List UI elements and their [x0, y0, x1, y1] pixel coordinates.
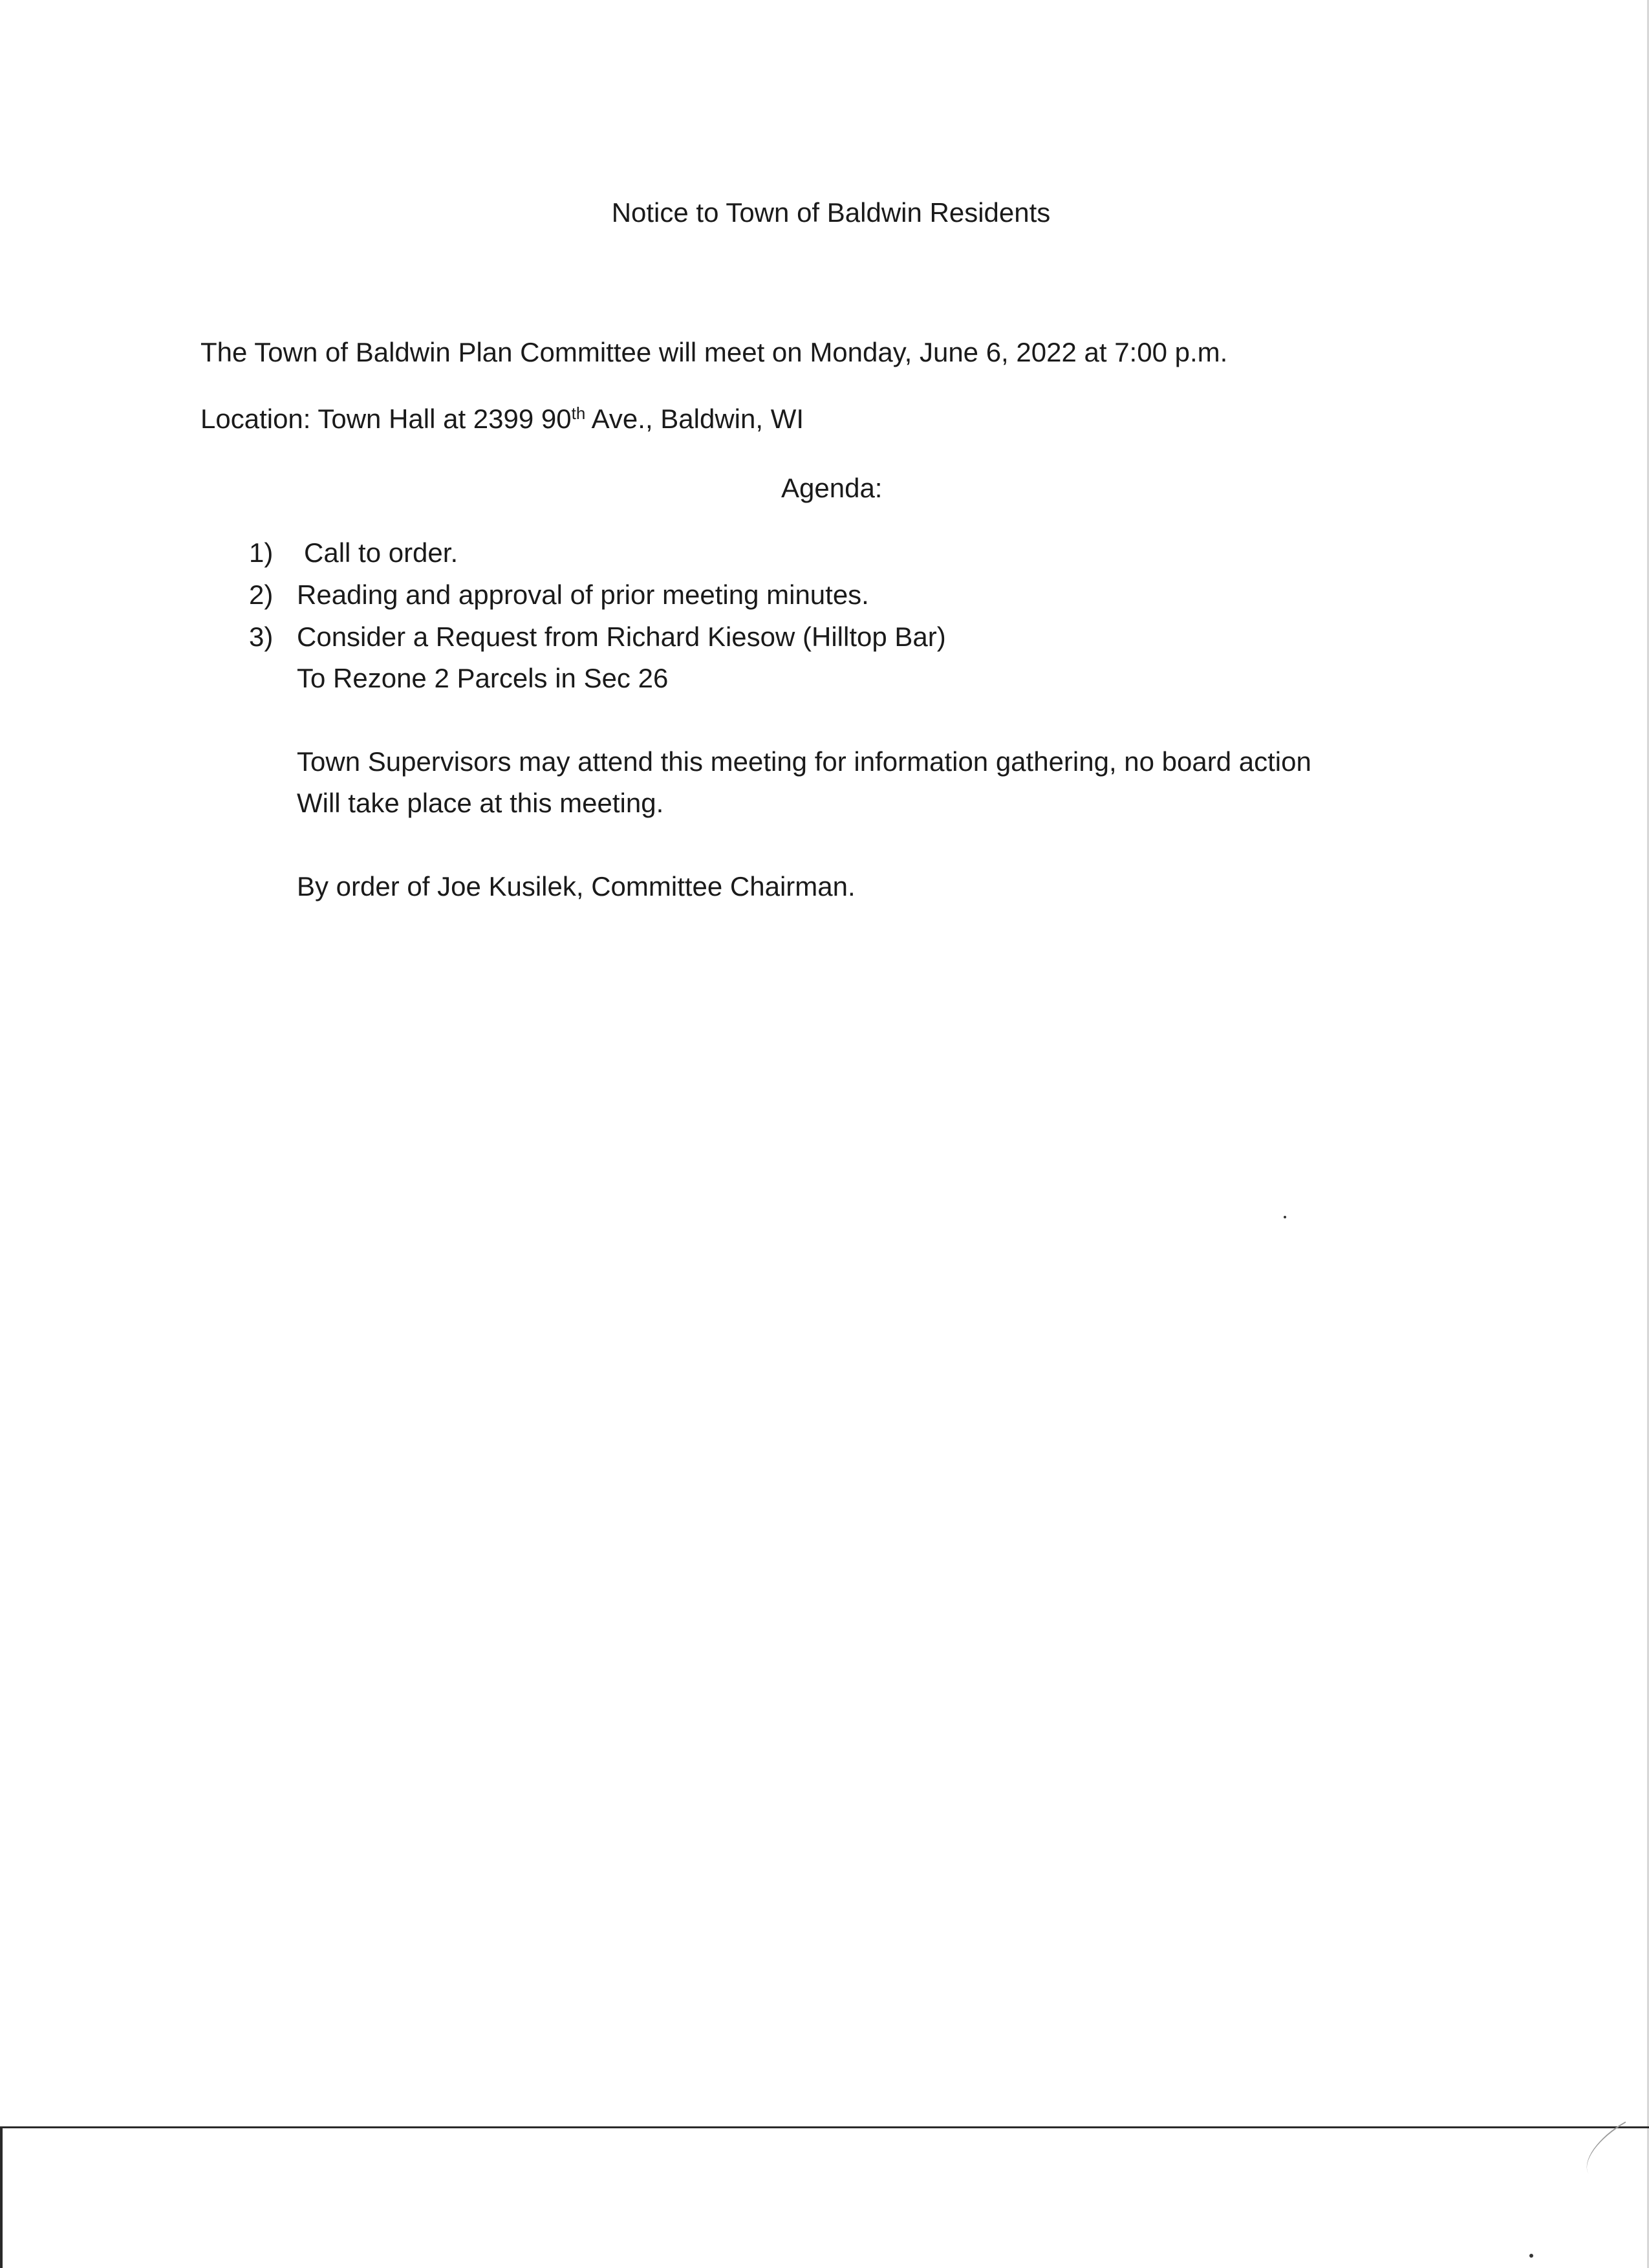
meeting-location [200, 403, 804, 435]
agenda-item-text: Consider a Request from Richard Kiesow (Hilltop Bar) [297, 621, 946, 652]
supervisors-note-line2: Will take place at this meeting. [297, 788, 664, 818]
agenda-item-text: Reading and approval of prior meeting minutes. [297, 579, 869, 610]
scan-speck [1284, 1216, 1286, 1218]
scan-speck [1529, 2254, 1533, 2258]
location-prefix: Location: Town Hall at 2399 90 [200, 404, 572, 434]
agenda-item-number: 3) [249, 621, 274, 652]
meeting-intro: The Town of Baldwin Plan Committee will meet on Monday, June 6, 2022 at 7:00 p.m. [200, 337, 1228, 367]
agenda-item-number: 2) [249, 579, 274, 610]
signature-line: By order of Joe Kusilek, Committee Chairman. [297, 871, 856, 902]
agenda-heading: Agenda: [781, 473, 883, 503]
agenda-item-text: Call to order. [304, 537, 458, 568]
supervisors-note-line1: Town Supervisors may attend this meeting for information gathering, no board action [297, 746, 1311, 777]
scan-bottom-border [0, 2126, 1649, 2128]
notice-title: Notice to Town of Baldwin Residents [611, 197, 1051, 228]
agenda-item-number: 1) [249, 537, 274, 568]
location-ordinal-suffix: th [571, 404, 586, 423]
location-suffix: Ave., Baldwin, WI [585, 404, 804, 434]
agenda-item-text-continued: To Rezone 2 Parcels in Sec 26 [297, 663, 669, 693]
scan-page-curl-mark [1575, 2121, 1639, 2174]
scan-left-border [0, 2126, 3, 2268]
